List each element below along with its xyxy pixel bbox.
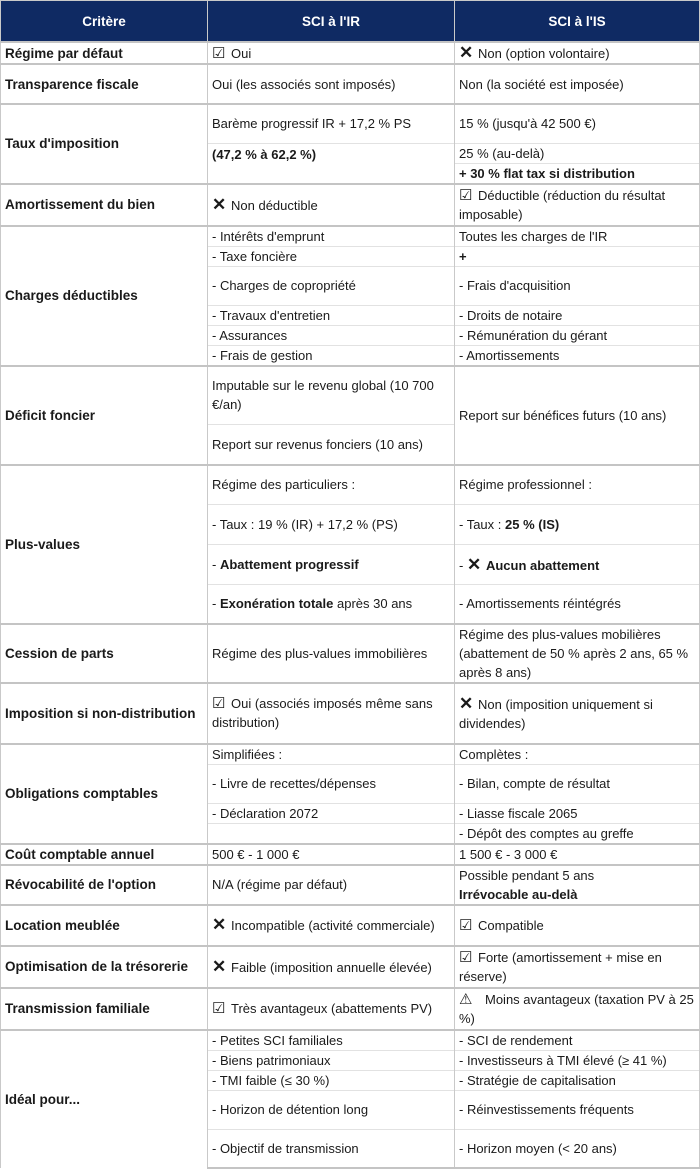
checkbox-icon: ☑ [459, 948, 473, 966]
is-cell: - SCI de rendement [455, 1030, 700, 1051]
ir-cell: Régime des particuliers : [208, 465, 455, 505]
ir-cell [208, 988, 455, 1030]
checkbox-icon: ☑ [212, 44, 226, 62]
ir-cell: Oui (les associés sont imposés) [208, 64, 455, 104]
is-cell [455, 988, 700, 1030]
cross-icon: ✕ [459, 43, 474, 62]
is-cell: + 30 % flat tax si distribution [455, 163, 700, 184]
cross-icon: ✕ [212, 956, 227, 976]
ir-cell: N/A (régime par défaut) [208, 865, 455, 905]
row-nondistrib [1, 683, 700, 744]
is-cell: Possible pendant 5 ans [455, 865, 700, 885]
criterion-label: Imposition si non-distribution [1, 683, 208, 744]
row-ideal [1, 1030, 700, 1051]
ir-cell [208, 184, 455, 226]
ir-cell: - Charges de copropriété [208, 266, 455, 305]
criterion-label: Transmission familiale [1, 988, 208, 1030]
cell-text: Non (option volontaire) [478, 46, 610, 61]
is-cell [455, 683, 700, 744]
cross-icon: ✕ [459, 693, 474, 713]
warning-icon: ⚠ [459, 990, 473, 1008]
row-meublee [1, 905, 700, 946]
cell-text: Faible (imposition annuelle élevée) [231, 959, 432, 975]
is-cell: Régime professionnel : [455, 465, 700, 505]
ir-cell: - Objectif de transmission [208, 1129, 455, 1168]
row-cout [1, 844, 700, 865]
is-cell: - Frais d'acquisition [455, 266, 700, 305]
criterion-label: Location meublée [1, 905, 208, 946]
row-deficit [1, 366, 700, 425]
cross-icon: ✕ [466, 554, 482, 574]
header-sci-is: SCI à l'IS [455, 1, 700, 43]
criterion-label: Taux d'imposition [1, 104, 208, 184]
row-transparence [1, 64, 700, 104]
is-cell: - Réinvestissements fréquents [455, 1090, 700, 1129]
ir-cell [208, 946, 455, 988]
criterion-label: Déficit foncier [1, 366, 208, 465]
cross-icon: ✕ [212, 194, 227, 214]
checkbox-icon: ☑ [459, 186, 473, 204]
criterion-label: Transparence fiscale [1, 64, 208, 104]
header-sci-ir: SCI à l'IR [208, 1, 455, 43]
ir-cell: - Biens patrimoniaux [208, 1050, 455, 1070]
is-cell: 15 % (jusqu'à 42 500 €) [455, 104, 700, 143]
ir-cell: - Horizon de détention long [208, 1090, 455, 1129]
is-cell: - Dépôt des comptes au greffe [455, 823, 700, 844]
is-cell: - Amortissements [455, 345, 700, 366]
is-cell: - Bilan, compte de résultat [455, 764, 700, 803]
ir-cell: - Assurances [208, 325, 455, 345]
criterion-label: Coût comptable annuel [1, 844, 208, 865]
is-cell [455, 545, 700, 585]
ir-cell: Report sur revenus fonciers (10 ans) [208, 425, 455, 465]
ir-cell: Imputable sur le revenu global (10 700 €/an) [208, 366, 455, 425]
is-cell: Régime des plus-values mobilières (abattement de 50 % après 2 ans, 65 % après 8 ans) [455, 624, 700, 683]
ir-cell [208, 42, 455, 64]
is-cell: - Investisseurs à TMI élevé (≥ 41 %) [455, 1050, 700, 1070]
is-cell [455, 42, 700, 64]
cell-text: Oui (associés imposés même sans distribution) [212, 696, 433, 730]
header-row [1, 1, 700, 43]
cell-text: Très avantageux (abattements PV) [231, 1001, 433, 1016]
is-cell [455, 905, 700, 946]
ir-cell [208, 905, 455, 946]
criterion-label: Optimisation de la trésorerie [1, 946, 208, 988]
cell-text: - [212, 557, 220, 572]
cell-text: - [459, 557, 467, 573]
row-charges [1, 226, 700, 247]
is-cell [455, 946, 700, 988]
ir-cell: 500 € - 1 000 € [208, 844, 455, 865]
ir-cell: Régime des plus-values immobilières [208, 624, 455, 683]
is-cell: Complètes : [455, 744, 700, 765]
cell-text-bold: Exonération totale [219, 596, 334, 612]
row-transmission [1, 988, 700, 1030]
criterion-label: Idéal pour... [1, 1030, 208, 1169]
is-cell: - Liasse fiscale 2065 [455, 803, 700, 823]
criterion-label: Charges déductibles [1, 226, 208, 366]
row-revocabilite [1, 865, 700, 885]
criterion-label: Régime par défaut [1, 42, 208, 64]
is-cell: - Horizon moyen (< 20 ans) [455, 1129, 700, 1168]
header-criterion: Critère [1, 1, 208, 43]
ir-cell: - Déclaration 2072 [208, 803, 455, 823]
ir-cell [208, 823, 455, 844]
cell-text: Non déductible [231, 197, 318, 213]
is-cell: - Stratégie de capitalisation [455, 1070, 700, 1090]
cell-text-bold: Abattement progressif [219, 557, 359, 572]
is-cell: Irrévocable au-delà [455, 885, 700, 905]
cross-icon: ✕ [212, 915, 227, 934]
ir-cell: - Livre de recettes/dépenses [208, 764, 455, 803]
cell-text: Compatible [478, 917, 544, 933]
cell-text: après 30 ans [333, 596, 413, 612]
cell-text: Forte (amortissement + mise en réserve) [459, 949, 662, 984]
cell-text: Non (imposition uniquement si dividendes) [459, 696, 653, 731]
ir-cell: - Travaux d'entretien [208, 305, 455, 325]
criterion-label: Obligations comptables [1, 744, 208, 844]
ir-cell [208, 585, 455, 624]
ir-cell: - Frais de gestion [208, 345, 455, 366]
is-cell: + [455, 246, 700, 266]
is-cell: - Rémunération du gérant [455, 325, 700, 345]
criterion-label: Cession de parts [1, 624, 208, 683]
row-amortissement [1, 184, 700, 226]
criterion-label: Amortissement du bien [1, 184, 208, 226]
ir-cell [208, 545, 455, 585]
cell-text-bold: 25 % (IS) [505, 517, 560, 532]
cell-text: - [212, 596, 220, 612]
is-cell: Toutes les charges de l'IR [455, 226, 700, 247]
cell-text: Moins avantageux (taxation PV à 25 %) [459, 991, 694, 1026]
checkbox-icon: ☑ [212, 1000, 226, 1017]
is-cell: 25 % (au-delà) [455, 143, 700, 163]
is-cell: - Amortissements réintégrés [455, 585, 700, 624]
ir-cell: - Taux : 19 % (IR) + 17,2 % (PS) [208, 505, 455, 545]
is-cell: Report sur bénéfices futurs (10 ans) [455, 366, 700, 465]
cell-text: Déductible (réduction du résultat imposable) [459, 187, 666, 222]
ir-cell: Barème progressif IR + 17,2 % PS [208, 104, 455, 143]
criterion-label: Révocabilité de l'option [1, 865, 208, 905]
cell-text-bold: Aucun abattement [485, 557, 600, 573]
ir-cell: Simplifiées : [208, 744, 455, 765]
is-cell: - Droits de notaire [455, 305, 700, 325]
is-cell [455, 184, 700, 226]
row-taux [1, 104, 700, 143]
ir-cell: - Petites SCI familiales [208, 1030, 455, 1051]
cell-text: - Taux : [459, 517, 506, 532]
is-cell: Non (la société est imposée) [455, 64, 700, 104]
cell-text: Incompatible (activité commerciale) [231, 918, 435, 933]
ir-cell: - TMI faible (≤ 30 %) [208, 1070, 455, 1090]
is-cell: 1 500 € - 3 000 € [455, 844, 700, 865]
row-plusvalues [1, 465, 700, 505]
ir-cell: - Taxe foncière [208, 246, 455, 266]
criterion-label: Plus-values [1, 465, 208, 624]
cell-text: Oui [231, 45, 252, 61]
row-tresorerie [1, 946, 700, 988]
checkbox-icon: ☑ [212, 695, 226, 712]
row-regime [1, 42, 700, 64]
ir-cell: (47,2 % à 62,2 %) [208, 143, 455, 184]
row-cession [1, 624, 700, 683]
row-obligations [1, 744, 700, 765]
ir-cell: - Intérêts d'emprunt [208, 226, 455, 247]
checkbox-icon: ☑ [459, 916, 473, 934]
ir-cell [208, 683, 455, 744]
is-cell [455, 505, 700, 545]
